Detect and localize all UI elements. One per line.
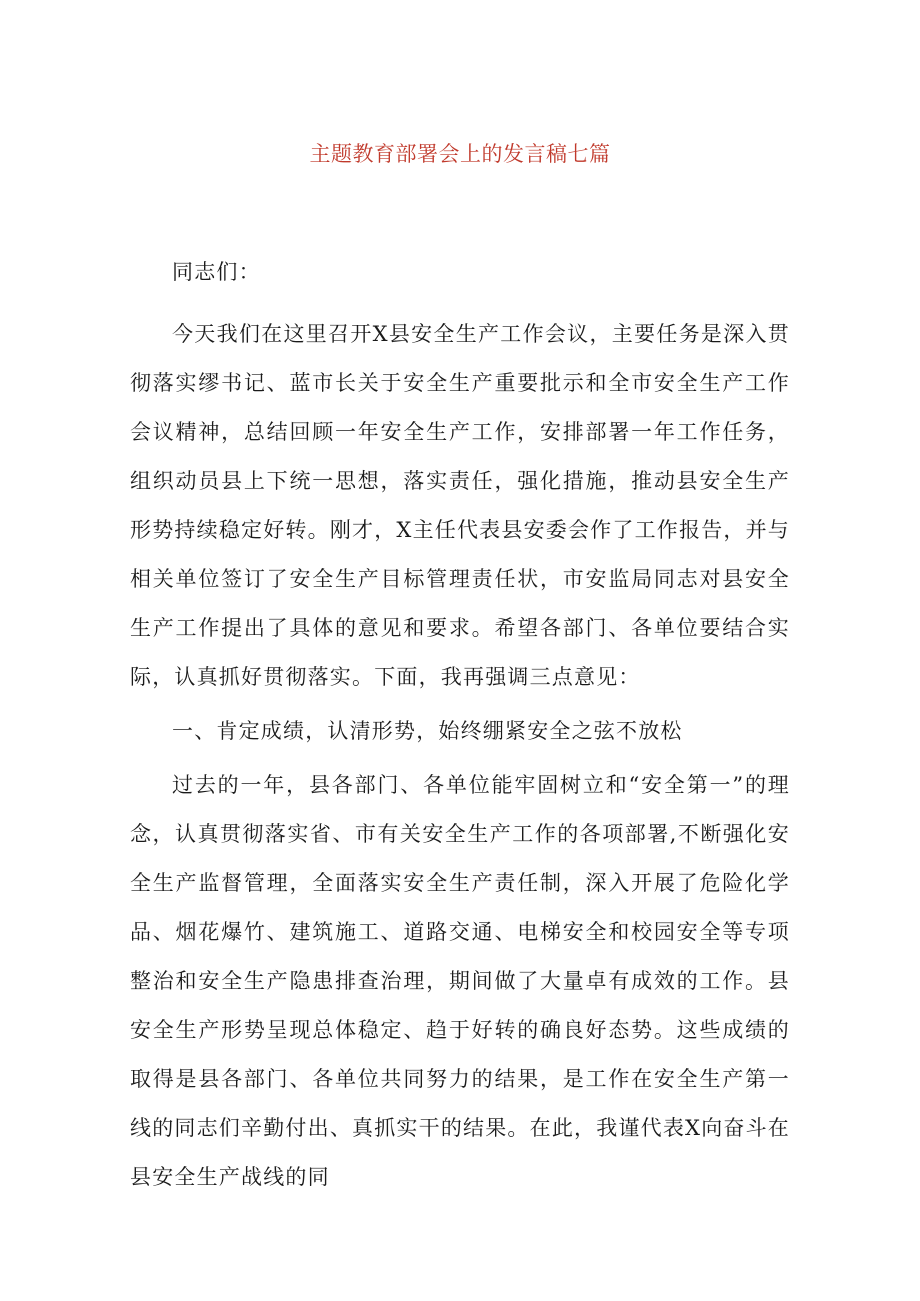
greeting-line: 同志们：	[172, 260, 261, 284]
document-body	[130, 248, 790, 1202]
body-paragraph-1: 今天我们在这里召开X县安全生产工作会议，主要任务是深入贯彻落实缪书记、蓝市长关于安全生产重要批示和全市安全生产工作会议精神，总结回顾一年安全生产工作，安排部署一年工作任务，组织动员县上下统一思想，落实责任，强化措施，推动县安全生产形势持续稳定好转。刚才，X主任代表县安委会作了工作报告，并与相关单位签订了安全生产目标管理责任状，市安监局同志对县安全生产工作提出了具体的意见和要求。希望各部门、各单位要结合实际，认真抓好贯彻落实。下面，我再强调三点意见：	[130, 322, 790, 689]
body-paragraph-2: 过去的一年，县各部门、各单位能牢固树立和“安全第一”的理念，认真贯彻落实省、市有关安全生产工作的各项部署,不断强化安全生产监督管理，全面落实安全生产责任制，深入开展了危险化学品、烟花爆竹、建筑施工、道路交通、电梯安全和校园安全等专项整治和安全生产隐患排查治理，期间做了大量卓有成效的工作。县安全生产形势呈现总体稳定、趋于好转的确良好态势。这些成绩的取得是县各部门、各单位共同努力的结果，是工作在安全生产第一线的同志们辛勤付出、真抓实干的结果。在此，我谨代表X向奋斗在县安全生产战线的同	[130, 773, 790, 1189]
section-heading-1: 一、肯定成绩，认清形势，始终绷紧安全之弦不放松	[172, 719, 683, 743]
document-title: 主题教育部署会上的发言稿七篇	[309, 142, 611, 166]
